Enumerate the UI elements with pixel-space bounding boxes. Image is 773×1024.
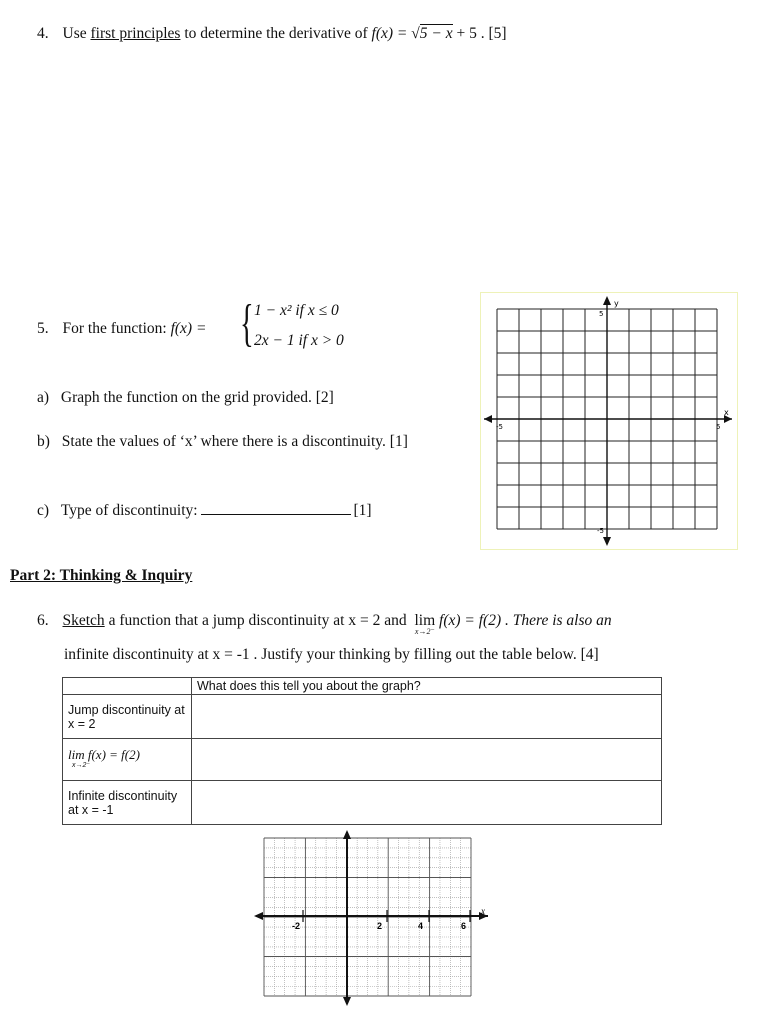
- y-min-tick: -5: [597, 527, 604, 535]
- table-header-row: [63, 678, 662, 695]
- q6-line-2: infinite discontinuity at x = -1 . Justify your thinking by filling out the table below. [4]: [64, 646, 599, 663]
- q4-text-after: to determine the derivative of: [184, 25, 368, 42]
- q4-number: 4.: [37, 25, 49, 42]
- y-axis-down-arrow-icon: [603, 537, 611, 546]
- piecewise-case-1: 1 − x² if x ≤ 0: [254, 302, 339, 319]
- y-axis-up-arrow-icon: [603, 296, 611, 305]
- q5-fx: f(x) =: [170, 320, 207, 337]
- tick-label: 2: [377, 921, 383, 931]
- table-row-label: Infinite discontinuity at x = -1: [63, 781, 192, 825]
- tick-label: 4: [418, 921, 424, 931]
- x-axis-left-arrow-icon: [484, 415, 492, 423]
- q6-limit: [414, 612, 435, 636]
- justification-table: [62, 677, 662, 825]
- table-row: [63, 739, 662, 781]
- q5-c-label: c): [37, 502, 50, 519]
- q6-line1-a: a function that a jump discontinuity at: [108, 612, 345, 629]
- x-axis-label: x: [481, 906, 485, 916]
- q5-coordinate-grid[interactable]: [480, 292, 738, 550]
- part-2-heading: Part 2: Thinking & Inquiry: [10, 567, 193, 584]
- q4-plus: + 5 .: [456, 25, 485, 42]
- x-axis-label: x: [724, 408, 729, 417]
- q5-c-marks: [1]: [353, 502, 372, 519]
- q6-line1-x2: x = 2 and: [348, 612, 407, 629]
- table-answer-cell[interactable]: [192, 739, 662, 781]
- question-4: [37, 25, 507, 43]
- q6-sketch-grid[interactable]: [250, 828, 495, 1008]
- q5-intro: For the function:: [62, 320, 167, 337]
- question-6-line-1: [37, 612, 612, 636]
- q6-number: 6.: [37, 612, 49, 629]
- tick-label: 6: [461, 921, 467, 931]
- discontinuity-type-answer-line[interactable]: [201, 500, 351, 515]
- table-answer-cell[interactable]: [192, 695, 662, 739]
- q5-a-text: Graph the function on the grid provided. [2]: [60, 389, 334, 406]
- table-header-cell: What does this tell you about the graph?: [192, 678, 662, 695]
- table-row-label-sub: x→2⁻: [72, 762, 91, 769]
- q4-sqrt-body: 5 − x: [419, 25, 453, 42]
- q5-b-label: b): [37, 433, 50, 450]
- sqrt-symbol: √: [411, 25, 420, 42]
- q6-lim-sub: x→2⁻: [414, 627, 435, 636]
- y-axis-up-arrow-icon: [343, 830, 351, 839]
- x-min-tick: -5: [496, 423, 503, 431]
- q6-lim-expr: f(x) = f(2) . There is also an: [439, 612, 612, 629]
- table-row-label-limit: [63, 739, 192, 781]
- tick-label: -2: [292, 921, 301, 931]
- brace-symbol: {: [240, 295, 254, 352]
- q6-sketch-link[interactable]: Sketch: [62, 612, 105, 629]
- y-axis-label: y: [614, 299, 619, 308]
- table-row: [63, 695, 662, 739]
- q4-first-principles-link[interactable]: first principles: [90, 25, 181, 42]
- q4-text-before: Use: [62, 25, 87, 42]
- x-axis-left-arrow-icon: [254, 912, 263, 920]
- table-answer-cell[interactable]: [192, 781, 662, 825]
- q5-c-text: Type of discontinuity:: [60, 502, 198, 519]
- table-header-empty-cell: [63, 678, 192, 695]
- q5-b-text: State the values of ‘x’ where there is a discontinuity. [1]: [61, 433, 408, 450]
- q4-fx: f(x) =: [371, 25, 408, 42]
- question-5-intro: [37, 320, 206, 338]
- q6-lim: lim: [414, 612, 436, 629]
- piecewise-case-2: 2x − 1 if x > 0: [254, 332, 344, 349]
- table-row-label: Jump discontinuity at x = 2: [63, 695, 192, 739]
- piecewise-definition: [240, 295, 360, 356]
- q5-part-b: [37, 433, 408, 451]
- table-row-label: lim f(x) = f(2): [68, 747, 140, 762]
- q5-number: 5.: [37, 320, 49, 337]
- q5-part-c: [37, 500, 372, 520]
- q5-part-a: [37, 389, 334, 407]
- q4-marks: [5]: [488, 25, 507, 42]
- y-axis-down-arrow-icon: [343, 997, 351, 1006]
- table-row: [63, 781, 662, 825]
- y-max-tick: 5: [599, 310, 604, 318]
- x-max-tick: 5: [716, 423, 721, 431]
- q5-a-label: a): [37, 389, 50, 406]
